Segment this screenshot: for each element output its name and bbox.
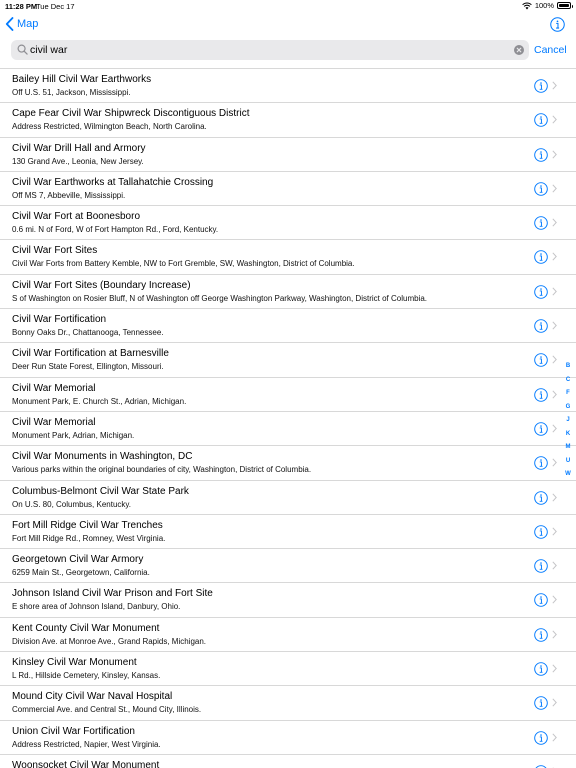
- status-date: Tue Dec 17: [36, 2, 75, 11]
- index-letter[interactable]: G: [565, 403, 571, 410]
- list-item-title: Civil War Monuments in Washington, DC: [12, 451, 193, 463]
- list-item-subtitle: S of Washington on Rosier Bluff, N of Washington off George Washington Parkway, Washington, District of Columbia.: [12, 293, 428, 303]
- info-icon[interactable]: [534, 628, 548, 642]
- info-icon[interactable]: [550, 17, 565, 32]
- list-item[interactable]: [0, 138, 576, 172]
- search-row: [0, 40, 576, 62]
- index-letter[interactable]: B: [565, 363, 571, 369]
- list-item-title: Civil War Fortification: [12, 314, 107, 326]
- info-icon[interactable]: [534, 491, 548, 505]
- index-letter[interactable]: C: [565, 376, 571, 383]
- list-item[interactable]: [0, 172, 576, 206]
- list-item-title: Johnson Island Civil War Prison and Fort Site: [12, 588, 213, 600]
- wifi-icon: [522, 2, 532, 10]
- chevron-right-icon: [552, 218, 557, 227]
- list-item-subtitle: Commercial Ave. and Central St., Mound City, Illinois.: [12, 705, 202, 715]
- list-item-title: Cape Fear Civil War Shipwreck Discontiguous District: [12, 108, 250, 120]
- info-icon[interactable]: [534, 525, 548, 539]
- list-item-subtitle: 6259 Main St., Georgetown, California.: [12, 568, 150, 578]
- results-list[interactable]: [0, 68, 576, 768]
- info-icon[interactable]: [534, 319, 548, 333]
- list-item-title: Civil War Fort Sites (Boundary Increase): [12, 279, 191, 291]
- chevron-right-icon: [552, 150, 557, 159]
- list-item-subtitle: L Rd., Hillside Cemetery, Kinsley, Kansas.: [12, 671, 161, 681]
- list-item[interactable]: [0, 206, 576, 240]
- list-item[interactable]: [0, 481, 576, 515]
- info-icon[interactable]: [534, 250, 548, 264]
- list-item-subtitle: Monument Park, Adrian, Michigan.: [12, 430, 135, 440]
- list-item-subtitle: Civil War Forts from Battery Kemble, NW to Fort Gremble, SW, Washington, District of Columbia.: [12, 259, 355, 269]
- chevron-right-icon: [552, 321, 557, 330]
- chevron-right-icon: [552, 733, 557, 742]
- back-button[interactable]: [5, 17, 38, 31]
- chevron-right-icon: [552, 424, 557, 433]
- status-bar: [0, 0, 576, 12]
- list-item-subtitle: E shore area of Johnson Island, Danbury, Ohio.: [12, 602, 181, 612]
- index-letter[interactable]: M: [565, 444, 571, 450]
- list-item[interactable]: [0, 378, 576, 412]
- chevron-right-icon: [552, 355, 557, 364]
- chevron-right-icon: [552, 527, 557, 536]
- list-item[interactable]: [0, 652, 576, 686]
- chevron-right-icon: [552, 458, 557, 467]
- back-button-label: Map: [17, 18, 39, 30]
- chevron-right-icon: [552, 81, 557, 90]
- info-icon[interactable]: [534, 285, 548, 299]
- chevron-right-icon: [552, 664, 557, 673]
- list-item-title: Mound City Civil War Naval Hospital: [12, 691, 173, 703]
- info-icon[interactable]: [534, 148, 548, 162]
- chevron-right-icon: [552, 493, 557, 502]
- list-item[interactable]: [0, 618, 576, 652]
- info-icon[interactable]: [534, 353, 548, 367]
- chevron-left-icon: [5, 17, 14, 31]
- chevron-right-icon: [552, 184, 557, 193]
- info-icon[interactable]: [534, 182, 548, 196]
- list-item[interactable]: [0, 549, 576, 583]
- list-item[interactable]: [0, 103, 576, 137]
- list-item[interactable]: [0, 721, 576, 755]
- chevron-right-icon: [552, 287, 557, 296]
- list-item-title: Woonsocket Civil War Monument: [12, 759, 160, 768]
- list-item[interactable]: [0, 583, 576, 617]
- list-item-title: Columbus-Belmont Civil War State Park: [12, 485, 189, 497]
- battery-icon: [557, 2, 571, 9]
- list-item[interactable]: [0, 686, 576, 720]
- index-letter[interactable]: F: [566, 390, 570, 396]
- list-item-subtitle: Monument Park, E. Church St., Adrian, Michigan.: [12, 396, 187, 406]
- list-item[interactable]: [0, 275, 576, 309]
- search-input[interactable]: [30, 40, 510, 60]
- chevron-right-icon: [552, 252, 557, 261]
- info-icon[interactable]: [534, 422, 548, 436]
- section-index-bar[interactable]: [562, 360, 574, 482]
- list-item[interactable]: [0, 412, 576, 446]
- list-item-subtitle: Deer Run State Forest, Ellington, Missouri.: [12, 362, 164, 372]
- list-item[interactable]: [0, 515, 576, 549]
- chevron-right-icon: [552, 390, 557, 399]
- cancel-button[interactable]: Cancel: [534, 44, 567, 56]
- list-item[interactable]: [0, 343, 576, 377]
- info-icon[interactable]: [534, 696, 548, 710]
- list-item-title: Civil War Earthworks at Tallahatchie Crossing: [12, 176, 214, 188]
- list-item-subtitle: Various parks within the original boundaries of city, Washington, District of Columbia.: [12, 465, 312, 475]
- chevron-right-icon: [552, 595, 557, 604]
- info-icon[interactable]: [534, 456, 548, 470]
- info-icon[interactable]: [534, 79, 548, 93]
- list-item-subtitle: 130 Grand Ave., Leonia, New Jersey.: [12, 156, 144, 166]
- list-item-subtitle: Division Ave. at Monroe Ave., Grand Rapids, Michigan.: [12, 636, 207, 646]
- index-letter[interactable]: U: [565, 457, 571, 464]
- nav-bar: [0, 12, 576, 38]
- list-item-subtitle: Off MS 7, Abbeville, Mississippi.: [12, 190, 126, 200]
- index-letter[interactable]: W: [565, 471, 571, 477]
- chevron-right-icon: [552, 115, 557, 124]
- info-icon[interactable]: [534, 731, 548, 745]
- info-icon[interactable]: [534, 388, 548, 402]
- chevron-right-icon: [552, 561, 557, 570]
- info-icon[interactable]: [534, 662, 548, 676]
- info-icon[interactable]: [534, 593, 548, 607]
- list-item[interactable]: [0, 69, 576, 103]
- list-item-title: Civil War Fort at Boonesboro: [12, 211, 141, 223]
- list-item[interactable]: [0, 309, 576, 343]
- status-time: 11:28 PM: [5, 2, 38, 11]
- list-item-title: Civil War Memorial: [12, 382, 96, 394]
- battery-percent: 100%: [534, 1, 554, 10]
- list-item-title: Civil War Fortification at Barnesville: [12, 348, 169, 360]
- index-letter[interactable]: K: [565, 430, 571, 437]
- list-item-subtitle: On U.S. 80, Columbus, Kentucky.: [12, 499, 132, 509]
- list-item[interactable]: [0, 240, 576, 274]
- list-item-subtitle: Address Restricted, Wilmington Beach, North Carolina.: [12, 122, 207, 132]
- info-icon[interactable]: [534, 216, 548, 230]
- status-right: [522, 1, 571, 10]
- list-item-title: Kent County Civil War Monument: [12, 622, 160, 634]
- list-item-subtitle: Fort Mill Ridge Rd., Romney, West Virginia.: [12, 533, 166, 543]
- list-item-title: Bailey Hill Civil War Earthworks: [12, 74, 152, 85]
- list-item-title: Union Civil War Fortification: [12, 725, 135, 737]
- index-letter[interactable]: J: [566, 417, 570, 423]
- list-item-title: Georgetown Civil War Armory: [12, 554, 144, 566]
- info-icon[interactable]: [534, 113, 548, 127]
- list-item-title: Fort Mill Ridge Civil War Trenches: [12, 519, 163, 531]
- clear-search-icon[interactable]: [514, 45, 524, 55]
- list-item[interactable]: [0, 446, 576, 480]
- list-item-title: Civil War Fort Sites: [12, 245, 98, 257]
- search-field[interactable]: [11, 40, 529, 60]
- list-item[interactable]: [0, 755, 576, 768]
- search-icon: [17, 44, 28, 55]
- info-icon[interactable]: [534, 559, 548, 573]
- list-item-subtitle: 0.6 mi. N of Ford, W of Fort Hampton Rd., Ford, Kentucky.: [12, 225, 219, 235]
- list-item-subtitle: Off U.S. 51, Jackson, Mississippi.: [12, 88, 131, 97]
- chevron-right-icon: [552, 698, 557, 707]
- list-item-subtitle: Address Restricted, Napier, West Virginia.: [12, 739, 161, 749]
- list-item-title: Civil War Memorial: [12, 416, 96, 428]
- chevron-right-icon: [552, 630, 557, 639]
- list-item-title: Civil War Drill Hall and Armory: [12, 142, 146, 154]
- list-item-title: Kinsley Civil War Monument: [12, 657, 137, 669]
- list-item-subtitle: Bonny Oaks Dr., Chattanooga, Tennessee.: [12, 328, 164, 338]
